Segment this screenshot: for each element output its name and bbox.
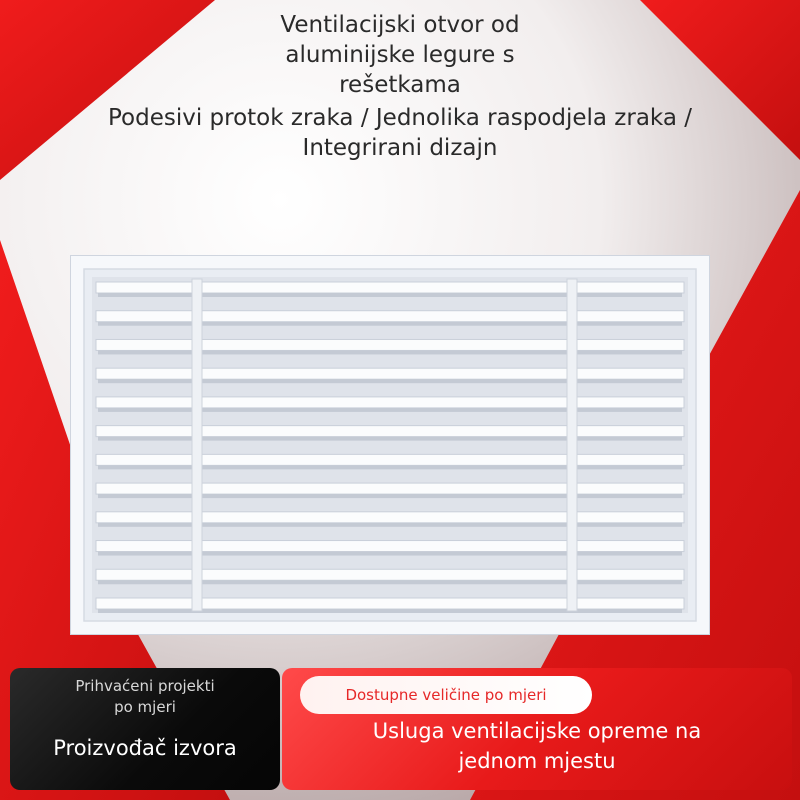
grille-slat-shadow [98,379,682,383]
grille-slat-shadow [98,523,682,527]
vent-grille-image [70,255,710,635]
grille-slat-shadow [98,580,682,584]
grille-slat-shadow [98,552,682,556]
vertical-blade-left [192,279,202,611]
product-features: Podesivi protok zraka / Jednolika raspodjela zraka / Integrirani dizajn [107,105,693,161]
custom-projects-text: Prihvaćeni projekti po mjeri [75,677,215,716]
grille-slat [96,541,684,552]
grille-slat [96,282,684,293]
source-manufacturer-text: Proizvođač izvora [53,736,237,760]
grille-slat [96,426,684,437]
grille-slat [96,311,684,322]
grille-slat [96,483,684,494]
grille-slat-shadow [98,293,682,297]
grille-slat [96,598,684,609]
grille-slat [96,454,684,465]
grille-slat-shadow [98,609,682,613]
badge-custom-projects [10,668,280,790]
grille-slat [96,368,684,379]
grille-slat-shadow [98,465,682,469]
custom-sizes-pill: Dostupne veličine po mjeri [300,676,592,714]
one-stop-service-text: Usluga ventilacijske opreme na jednom mjestu [372,719,702,773]
grille-slat [96,339,684,350]
grille-slat [96,569,684,580]
grille-slat-shadow [98,408,682,412]
grille-slat [96,397,684,408]
grille-slat [96,512,684,523]
vertical-blade-right [567,279,577,611]
grille-slat-shadow [98,350,682,354]
grille-slat-shadow [98,437,682,441]
grille-slat-shadow [98,494,682,498]
product-title: Ventilacijski otvor od aluminijske legure s rešetkama [280,12,520,98]
grille-slat-shadow [98,322,682,326]
